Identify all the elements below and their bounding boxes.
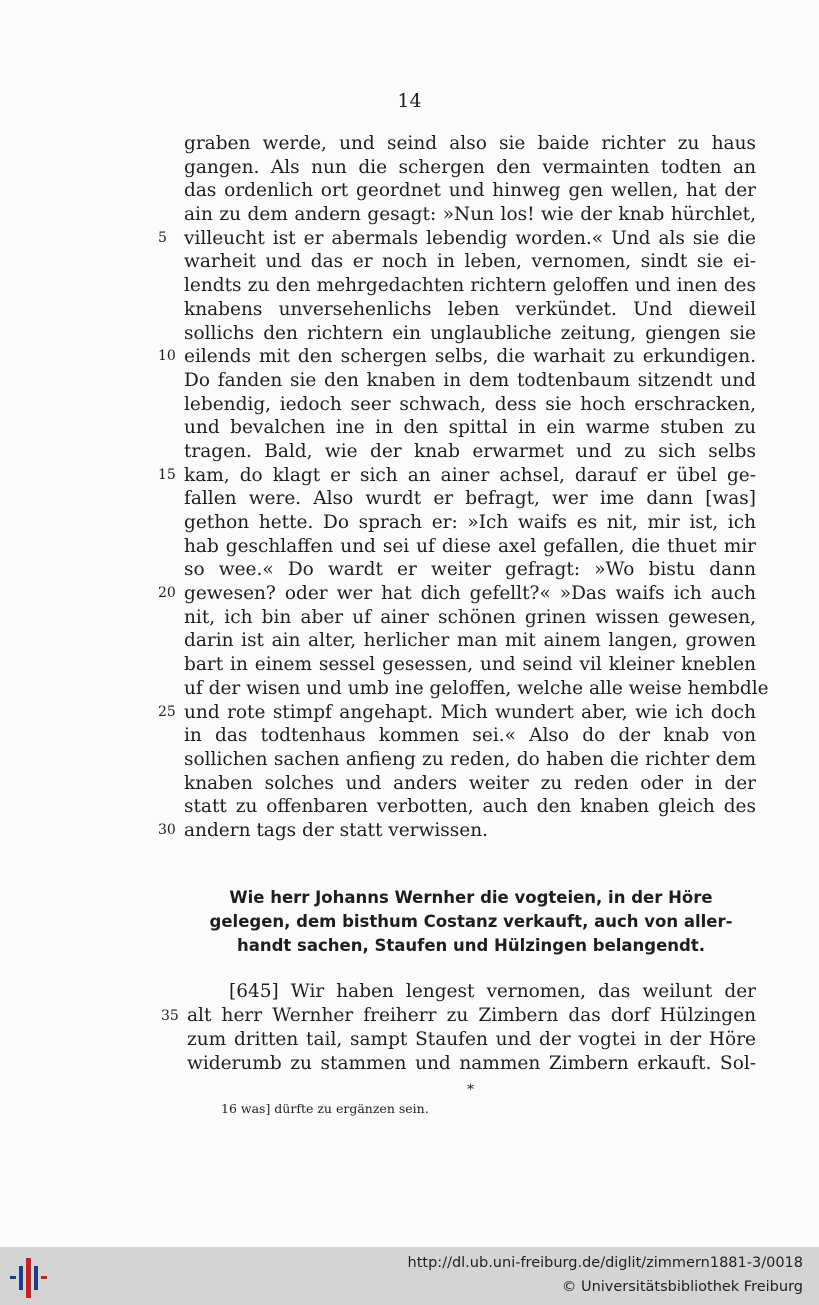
line-text: statt zu offenbaren verbotten, auch den knaben gleich des bbox=[184, 796, 756, 818]
section-heading bbox=[186, 886, 756, 958]
line-text: lebendig, iedoch seer schwach, dess sie hoch erschracken, bbox=[184, 393, 756, 415]
line-text: in das todtenhaus kommen sei.« Also do der knab von bbox=[184, 725, 756, 747]
line-text: knabens unversehenlichs leben verkündet. Und dieweil bbox=[184, 298, 756, 320]
text-line bbox=[187, 980, 756, 1004]
second-paragraph bbox=[161, 980, 756, 1076]
text-line bbox=[158, 464, 756, 488]
line-number: 20 bbox=[158, 585, 176, 602]
line-text: [645] Wir haben lengest vernomen, das weilunt der bbox=[229, 981, 756, 1002]
text-line bbox=[158, 345, 756, 369]
line-text: kam, do klagt er sich an ainer achsel, darauf er übel ge- bbox=[184, 464, 756, 486]
text-line bbox=[184, 629, 756, 653]
text-line bbox=[184, 677, 769, 701]
line-number: 25 bbox=[158, 703, 176, 720]
line-text: sollichen sachen anfieng zu reden, do haben die richter dem bbox=[184, 748, 756, 770]
line-number: 10 bbox=[158, 348, 176, 365]
line-text: knaben solches und anders weiter zu reden oder in der bbox=[184, 772, 756, 794]
text-line bbox=[158, 701, 756, 725]
line-text: sollichs den richtern ein unglaubliche zeitung, giengen sie bbox=[184, 322, 756, 344]
line-text: und rote stimpf angehapt. Mich wundert aber, wie ich doch bbox=[184, 701, 756, 723]
text-line bbox=[184, 250, 756, 274]
text-line bbox=[158, 819, 756, 843]
text-line bbox=[184, 795, 756, 819]
footer-copyright: © Universitätsbibliothek Freiburg bbox=[561, 1279, 803, 1295]
line-text: bart in einem sessel gesessen, und seind vil kleiner kneblen bbox=[184, 654, 756, 676]
line-text: und bevalchen ine in den spittal in ein warme stuben zu bbox=[184, 417, 756, 439]
text-line bbox=[184, 772, 756, 796]
line-text: uf der wisen und umb ine geloffen, welche alle weise hembdle bbox=[184, 677, 769, 699]
line-text: gangen. Als nun die schergen den vermainten todten an bbox=[184, 156, 756, 178]
text-line bbox=[187, 1028, 756, 1052]
footnote-marker: * bbox=[467, 1082, 474, 1098]
line-text: nit, ich bin aber uf ainer schönen grinen wissen gewesen, bbox=[184, 606, 756, 628]
text-line bbox=[184, 393, 756, 417]
text-line bbox=[184, 274, 756, 298]
text-line bbox=[184, 322, 756, 346]
line-text: alt herr Wernher freiherr zu Zimbern das dorf Hülzingen bbox=[187, 1005, 756, 1026]
line-number: 35 bbox=[161, 1008, 179, 1024]
ub-freiburg-logo-icon bbox=[10, 1258, 54, 1298]
line-text: villeucht ist er abermals lebendig worden.« Und als sie die bbox=[184, 227, 756, 249]
text-line bbox=[184, 535, 756, 559]
text-line bbox=[184, 132, 756, 156]
text-line bbox=[184, 369, 756, 393]
line-text: lendts zu den mehrgedachten richtern geloffen und inen des bbox=[184, 275, 756, 297]
line-text: ain zu dem andern gesagt: »Nun los! wie der knab hürchlet, bbox=[184, 204, 756, 226]
footer-bar bbox=[0, 1247, 819, 1305]
line-number: 5 bbox=[158, 229, 167, 246]
text-line bbox=[184, 440, 756, 464]
line-text: eilends mit den schergen selbs, die warhait zu erkundigen. bbox=[184, 346, 756, 368]
line-text: Do fanden sie den knaben in dem todtenbaum sitzendt und bbox=[184, 369, 756, 391]
line-text: hab geschlaffen und sei uf diese axel gefallen, die thuet mir bbox=[184, 535, 756, 557]
text-line bbox=[184, 298, 756, 322]
heading-line: Wie herr Johanns Wernher die vogteien, in der Höre bbox=[229, 888, 713, 907]
line-number: 30 bbox=[158, 821, 176, 838]
text-line bbox=[184, 179, 756, 203]
text-line bbox=[184, 724, 756, 748]
text-line bbox=[184, 606, 756, 630]
line-text: gewesen? oder wer hat dich gefellt?« »Das waifs ich auch bbox=[184, 583, 756, 605]
footnote: 16 was] dürfte zu ergänzen sein. bbox=[221, 1101, 429, 1116]
text-line bbox=[158, 582, 756, 606]
text-line bbox=[184, 416, 756, 440]
text-line bbox=[187, 1052, 756, 1076]
text-line bbox=[161, 1004, 756, 1028]
line-text: graben werde, und seind also sie baide richter zu haus bbox=[184, 133, 756, 154]
text-line bbox=[184, 558, 756, 582]
heading-line: handt sachen, Staufen und Hülzingen belangendt. bbox=[236, 936, 706, 955]
text-line bbox=[184, 511, 756, 535]
text-line bbox=[184, 203, 756, 227]
line-text: so wee.« Do wardt er weiter gefragt: »Wo bistu dann bbox=[184, 559, 756, 581]
line-number: 15 bbox=[158, 466, 176, 483]
text-line bbox=[184, 748, 756, 772]
text-line bbox=[184, 653, 756, 677]
line-text: widerumb zu stammen und nammen Zimbern erkauft. Sol- bbox=[187, 1053, 756, 1074]
footer-url-link[interactable]: http://dl.ub.uni-freiburg.de/diglit/zimmern1881-3/0018 bbox=[407, 1255, 803, 1271]
line-text: gethon hette. Do sprach er: »Ich waifs es nit, mir ist, ich bbox=[184, 512, 756, 533]
line-text: das ordenlich ort geordnet und hinweg gen wellen, hat der bbox=[184, 180, 756, 202]
line-text: andern tags der statt verwissen. bbox=[184, 819, 489, 841]
main-paragraph bbox=[158, 132, 769, 843]
line-text: tragen. Bald, wie der knab erwarmet und zu sich selbs bbox=[184, 440, 756, 462]
text-line bbox=[158, 227, 756, 251]
page-number: 14 bbox=[397, 90, 422, 112]
line-text: fallen were. Also wurdt er befragt, wer ime dann [was] bbox=[184, 488, 756, 510]
line-text: warheit und das er noch in leben, vernomen, sindt sie ei- bbox=[184, 251, 756, 273]
text-line bbox=[184, 156, 756, 180]
heading-line: gelegen, dem bisthum Costanz verkauft, auch von aller- bbox=[209, 912, 733, 931]
line-text: darin ist ain alter, herlicher man mit ainem langen, growen bbox=[184, 630, 756, 652]
line-text: zum dritten tail, sampt Staufen und der vogtei in der Höre bbox=[187, 1029, 756, 1050]
text-line bbox=[184, 487, 756, 511]
